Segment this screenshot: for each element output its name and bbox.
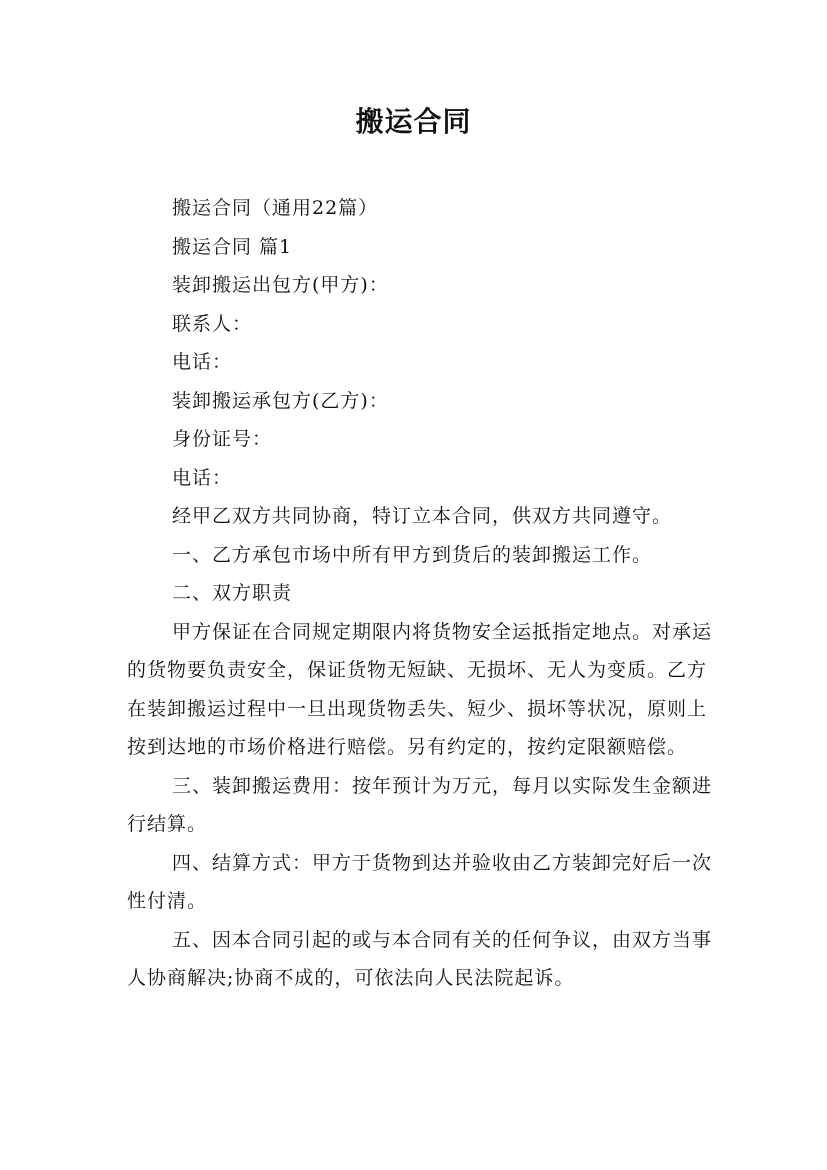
clause-5-disputes: 五、因本合同引起的或与本合同有关的任何争议，由双方当事人协商解决;协商不成的，可依法向人民法院起诉。 [127,928,713,989]
phone-label-a: 电话： [172,351,233,373]
party-b-label: 装卸搬运承包方(乙方)： [172,389,389,412]
agreement-intro: 经甲乙双方共同协商，特订立本合同，供双方共同遵守。 [172,505,673,527]
subtitle-line: 搬运合同（通用22篇） [172,197,379,219]
id-number-label: 身份证号： [172,428,273,450]
clause-2-heading: 二、双方职责 [172,582,293,604]
document-body [127,189,717,998]
party-a-label: 装卸搬运出包方(甲方)： [172,274,389,296]
section-heading: 搬运合同 篇1 [172,235,293,258]
phone-label-b: 电话： [172,466,233,489]
clause-4-settlement: 四、结算方式：甲方于货物到达并验收由乙方装卸完好后一次性付清。 [127,851,713,912]
contact-label: 联系人： [172,312,253,335]
responsibilities-paragraph: 甲方保证在合同规定期限内将货物安全运抵指定地点。对承运的货物要负责安全，保证货物无短缺、无损坏、无人为变质。乙方在装卸搬运过程中一旦出现货物丢失、短少、损坏等状况，原则上按到达地的市场价格进行赔偿。另有约定的，按约定限额赔偿。 [127,620,713,758]
clause-3-fees: 三、装卸搬运费用：按年预计为万元，每月以实际发生金额进行结算。 [127,774,713,835]
clause-1: 一、乙方承包市场中所有甲方到货后的装卸搬运工作。 [172,543,653,566]
document-title: 搬运合同 [355,105,472,138]
